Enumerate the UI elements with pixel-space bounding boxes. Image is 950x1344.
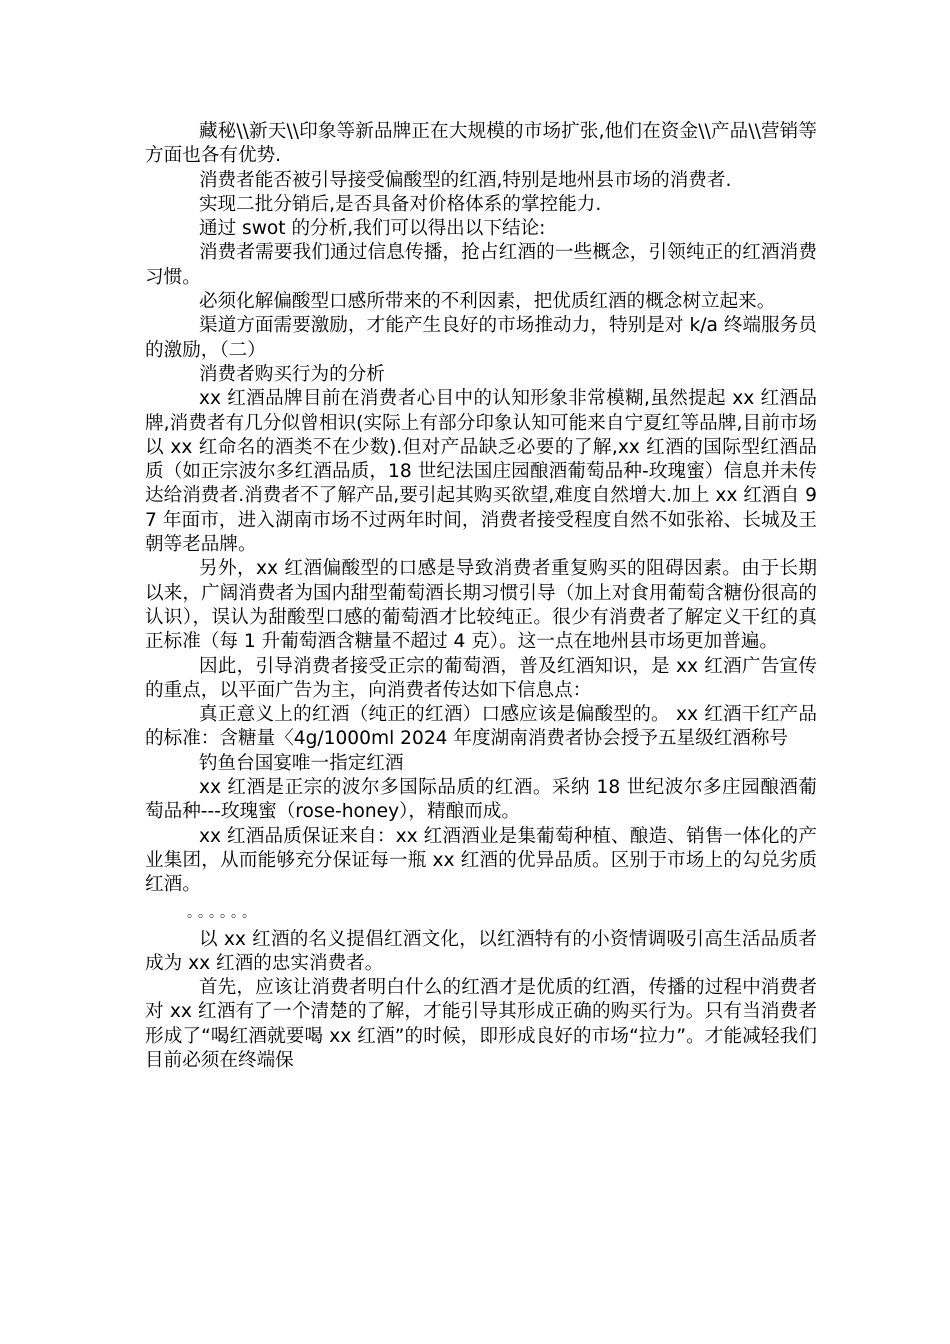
paragraph-info-point-quality: xx 红酒品质保证来自：xx 红酒酒业是集葡萄种植、酿造、销售一体化的产业集团，从而能够充分保证每一瓶 xx 红酒的优异品质。区别于市场上的勾兑劣质红酒。 — [145, 825, 817, 896]
paragraph-first-step: 首先，应该让消费者明白什么的红酒才是优质的红酒，传播的过程中消费者对 xx 红酒有了一个清楚的了解，才能引导其形成正确的购买行为。只有当消费者形成了“喝红酒就要喝 xx 红酒”的时候，即形成良好的市场“拉力”。才能减轻我们目前必须在终端保 — [145, 977, 817, 1071]
paragraph-info-point-standard: 真正意义上的红酒（纯正的红酒）口感应该是偏酸型的。 xx 红酒干红产品的标准：含糖量〈4g/1000ml 2024 年度湖南消费者协会授予五星级红酒称号 — [145, 704, 817, 750]
paragraph-brand-perception: xx 红酒品牌目前在消费者心目中的认知形象非常模糊,虽然提起 xx 红酒品牌,消费者有几分似曾相识(实际上有部分印象认知可能来自宁夏红等品牌,目前市场以 xx 红命名的酒类不在少数).但对产品缺乏必要的了解,xx 红酒的国际型红酒品质（如正宗波尔多红酒品质，18 世纪法国庄园酿酒葡萄品种-玫瑰蜜）信息并未传达给消费者.消费者不了解产品,要引起其购买欲望,难度自然增大.加上 xx 红酒自 97 年面市，进入湖南市场不过两年时间，消费者接受程度自然不如张裕、长城及王朝等老品牌。 — [145, 388, 817, 556]
document-body — [145, 120, 817, 1073]
paragraph-info-point-state-banquet: 钓鱼台国宴唯一指定红酒 — [198, 752, 404, 774]
paragraph-consumer-acceptance: 消费者能否被引导接受偏酸型的红酒,特别是地州县市场的消费者. — [198, 169, 732, 191]
ellipsis-separator: 。。。。。。 — [187, 904, 260, 921]
paragraph-price-control: 实现二批分销后,是否具备对价格体系的掌控能力. — [198, 193, 602, 215]
paragraph-conclusion-2: 必须化解偏酸型口感所带来的不利因素，把优质红酒的概念树立起来。 — [198, 291, 776, 313]
paragraph-conclusion-1: 消费者需要我们通过信息传播，抢占红酒的一些概念，引领纯正的红酒消费习惯。 — [145, 242, 817, 288]
paragraph-info-point-bordeaux: xx 红酒是正宗的波尔多国际品质的红酒。采纳 18 世纪波尔多庄园酿酒葡萄品种---玫瑰蜜（rose-honey），精酿而成。 — [145, 777, 817, 823]
section-heading-purchase-behavior: 消费者购买行为的分析 — [198, 363, 385, 385]
paragraph-conclusion-3: 渠道方面需要激励，才能产生良好的市场推动力，特别是对 k/a 终端服务员的激励，（二） — [145, 315, 817, 361]
paragraph-advertising-focus: 因此，引导消费者接受正宗的葡萄酒，普及红酒知识，是 xx 红酒广告宣传的重点，以平面广告为主，向消费者传达如下信息点： — [145, 655, 817, 701]
paragraph-new-brands: 藏秘\\新天\\印象等新品牌正在大规模的市场扩张,他们在资金\\产品\\营销等方面也各有优势. — [145, 121, 817, 167]
paragraph-taste-barrier: 另外，xx 红酒偏酸型的口感是导致消费者重复购买的阻碍因素。由于长期以来，广阔消费者为国内甜型葡萄酒长期习惯引导（加上对食用葡萄含糖份很高的认识），误认为甜酸型口感的葡萄酒才比较纯正。很少有消费者了解定义干红的真正标准（每 1 升葡萄酒含糖量不超过 4 克）。这一点在地州县市场更加普遍。 — [145, 558, 817, 653]
paragraph-swot-conclusion: 通过 swot 的分析,我们可以得出以下结论: — [198, 218, 546, 240]
paragraph-wine-culture: 以 xx 红酒的名义提倡红酒文化，以红酒特有的小资情调吸引高生活品质者成为 xx 红酒的忠实消费者。 — [145, 928, 817, 974]
